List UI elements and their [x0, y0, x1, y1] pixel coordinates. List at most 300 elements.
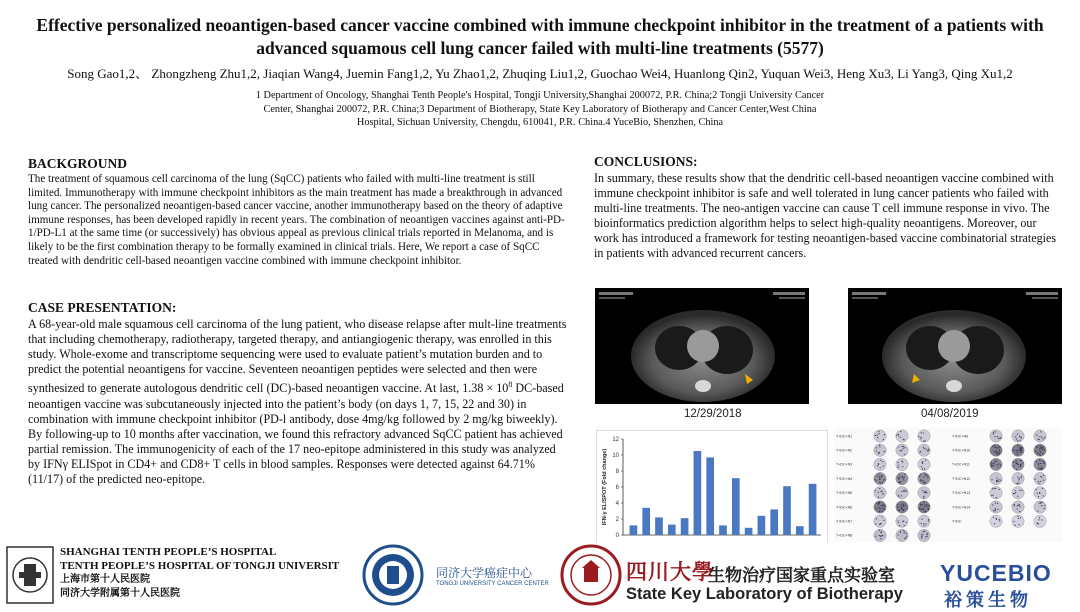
elispot-spot	[900, 437, 901, 438]
elispot-spot	[1017, 496, 1018, 497]
elispot-spot	[903, 478, 904, 479]
elispot-spot	[899, 474, 900, 475]
elispot-spot	[880, 532, 881, 533]
elispot-spot	[1043, 447, 1044, 448]
elispot-well	[1012, 487, 1024, 499]
elispot-spot	[876, 435, 877, 436]
elispot-well	[1012, 501, 1024, 513]
elispot-spot	[874, 479, 875, 480]
elispot-spot	[1016, 438, 1017, 439]
elispot-well	[896, 529, 908, 541]
elispot-well	[990, 444, 1002, 456]
bar	[630, 525, 638, 535]
elispot-spot	[995, 453, 996, 454]
elispot-spot	[994, 510, 995, 511]
elispot-spot	[998, 463, 999, 464]
conclusions-text: In summary, these results show that the dendritic cell-based neoantigen vaccine combined with immune checkpoint inhibitor is safe and well tolerated in lung cancer patients who failed with multi-line treatments. The neo-antigen vaccine can cause T cell immune response in vivo. The bioinformatics prediction algorithm helps to select high-quality neoantigens. Moreover, our work has introduced a framework for testing neoantigen-based vaccine combinatorial strategies in patients with advanced recurrent cancers.	[594, 171, 1057, 261]
elispot-spot	[993, 432, 994, 433]
elispot-spot	[903, 520, 904, 521]
elispot-spot	[881, 516, 882, 517]
elispot-spot	[991, 464, 992, 465]
elispot-spot	[1041, 469, 1042, 470]
elispot-spot	[1020, 517, 1021, 518]
y-tick-label: 4	[615, 501, 619, 507]
elispot-spot	[996, 450, 997, 451]
elispot-spot	[1042, 438, 1043, 439]
elispot-row-label: T+DC+N8	[836, 533, 853, 538]
elispot-spot	[902, 477, 903, 478]
elispot-spot	[991, 462, 992, 463]
elispot-spot	[880, 467, 881, 468]
elispot-spot	[875, 523, 876, 524]
elispot-spot	[922, 504, 923, 505]
elispot-spot	[1000, 437, 1001, 438]
elispot-spot	[897, 520, 898, 521]
elispot-spot	[899, 525, 900, 526]
biotherapy-lab-en: State Key Laboratory of Biotherapy	[626, 585, 903, 603]
elispot-spot	[882, 493, 883, 494]
elispot-spot	[921, 536, 922, 537]
elispot-spot	[884, 506, 885, 507]
elispot-spot	[902, 461, 903, 462]
elispot-spot	[876, 503, 877, 504]
elispot-spot	[924, 448, 925, 449]
elispot-spot	[904, 474, 905, 475]
elispot-spot	[992, 504, 993, 505]
elispot-spot	[922, 534, 923, 535]
elispot-spot	[1021, 476, 1022, 477]
elispot-spot	[1043, 453, 1044, 454]
elispot-spot	[875, 435, 876, 436]
elispot-spot	[881, 531, 882, 532]
elispot-spot	[923, 476, 924, 477]
elispot-spot	[919, 509, 920, 510]
elispot-spot	[1042, 502, 1043, 503]
elispot-spot	[879, 530, 880, 531]
elispot-spot	[1044, 463, 1045, 464]
elispot-spot	[1020, 460, 1021, 461]
elispot-spot	[898, 509, 899, 510]
conclusions-heading: CONCLUSIONS:	[594, 154, 698, 169]
elispot-spot	[1020, 464, 1021, 465]
elispot-spot	[1039, 445, 1040, 446]
elispot-spot	[1000, 465, 1001, 466]
elispot-spot	[921, 466, 922, 467]
elispot-spot	[898, 465, 899, 466]
elispot-spot	[881, 505, 882, 506]
elispot-spot	[994, 447, 995, 448]
elispot-bar-chart-svg	[597, 431, 827, 543]
elispot-wells	[834, 428, 1062, 544]
elispot-spot	[898, 477, 899, 478]
elispot-spot	[880, 523, 881, 524]
elispot-spot	[1041, 436, 1042, 437]
elispot-spot	[905, 538, 906, 539]
elispot-spot	[1019, 504, 1020, 505]
elispot-spot	[1021, 450, 1022, 451]
elispot-spot	[993, 463, 994, 464]
tongji-cancer-center	[436, 564, 549, 587]
elispot-spot	[1016, 469, 1017, 470]
elispot-spot	[1017, 450, 1018, 451]
elispot-spot	[921, 537, 922, 538]
elispot-spot	[926, 492, 927, 493]
elispot-spot	[1014, 525, 1015, 526]
bar	[706, 457, 714, 535]
elispot-spot	[998, 447, 999, 448]
elispot-spot	[878, 452, 879, 453]
elispot-spot	[1042, 449, 1043, 450]
elispot-spot	[1016, 463, 1017, 464]
elispot-spot	[1018, 518, 1019, 519]
elispot-spot	[1022, 463, 1023, 464]
elispot-spot	[1042, 468, 1043, 469]
elispot-spot	[1038, 483, 1039, 484]
elispot-bar-chart	[596, 430, 828, 544]
elispot-spot	[879, 445, 880, 446]
elispot-spot	[879, 488, 880, 489]
elispot-spot	[1038, 496, 1039, 497]
sichuan-university-seal-icon	[560, 544, 622, 606]
y-axis-label: IFN-γ ELISPOT (Fold change)	[602, 448, 608, 526]
elispot-spot	[997, 509, 998, 510]
elispot-spot	[920, 503, 921, 504]
elispot-spot	[1037, 493, 1038, 494]
elispot-spot	[920, 438, 921, 439]
bar	[796, 526, 804, 535]
author-list: Song Gao1,2、 Zhongzheng Zhu1,2, Jiaqian Wang4, Juemin Fang1,2, Yu Zhao1,2, Zhuqing Liu1,2, Guochao Wei4, Huanlong Qin2, Yuquan Wei3, Heng Xu3, Li Yang3, Qing Xu1,2	[67, 66, 1013, 81]
tenth-hospital-text	[60, 546, 339, 600]
elispot-spot	[878, 433, 879, 434]
elispot-spot	[1044, 450, 1045, 451]
elispot-spot	[1039, 436, 1040, 437]
elispot-spot	[904, 447, 905, 448]
elispot-spot	[922, 480, 923, 481]
elispot-spot	[994, 451, 995, 452]
elispot-spot	[997, 454, 998, 455]
elispot-spot	[884, 479, 885, 480]
elispot-well	[1034, 472, 1046, 484]
elispot-spot	[1017, 505, 1018, 506]
elispot-spot	[1019, 440, 1020, 441]
elispot-row-label: T+DC+N11	[952, 462, 970, 467]
elispot-spot	[1015, 490, 1016, 491]
tenth-hospital-logo-icon	[6, 546, 54, 604]
elispot-spot	[1014, 521, 1015, 522]
elispot-spot	[928, 449, 929, 450]
elispot-spot	[897, 504, 898, 505]
tongji-seal-icon	[360, 544, 426, 606]
elispot-spot	[882, 505, 883, 506]
chart-bars	[630, 451, 817, 535]
elispot-spot	[903, 503, 904, 504]
elispot-spot	[878, 497, 879, 498]
bar	[809, 484, 817, 535]
elispot-spot	[1019, 506, 1020, 507]
elispot-spot	[923, 496, 924, 497]
elispot-spot	[927, 534, 928, 535]
elispot-spot	[923, 441, 924, 442]
elispot-spot	[997, 448, 998, 449]
elispot-spot	[1019, 436, 1020, 437]
elispot-spot	[923, 497, 924, 498]
elispot-spot	[921, 509, 922, 510]
elispot-spot	[898, 494, 899, 495]
elispot-spot	[876, 508, 877, 509]
elispot-spot	[994, 462, 995, 463]
elispot-row-label: T+DC+N3	[836, 462, 853, 467]
elispot-spot	[880, 538, 881, 539]
elispot-spot	[924, 511, 925, 512]
elispot-spot	[904, 454, 905, 455]
elispot-spot	[898, 522, 899, 523]
elispot-spot	[877, 437, 878, 438]
elispot-spot	[922, 490, 923, 491]
hosp-en-line2: TENTH PEOPLE’S HOSPITAL OF TONGJI UNIVERSIT	[60, 559, 340, 572]
elispot-spot	[993, 510, 994, 511]
elispot-spot	[1016, 452, 1017, 453]
elispot-spot	[1043, 480, 1044, 481]
elispot-well	[990, 501, 1002, 513]
elispot-spot	[1038, 467, 1039, 468]
chart-axis-line	[623, 439, 821, 535]
elispot-spot	[1043, 461, 1044, 462]
elispot-spot	[900, 431, 901, 432]
elispot-spot	[928, 450, 929, 451]
elispot-spot	[883, 466, 884, 467]
elispot-well	[1012, 472, 1024, 484]
elispot-spot	[1036, 461, 1037, 462]
elispot-spot	[1017, 434, 1018, 435]
bar	[694, 451, 702, 535]
elispot-spot	[1040, 481, 1041, 482]
case-heading: CASE PRESENTATION:	[28, 300, 177, 315]
elispot-spot	[882, 511, 883, 512]
elispot-spot	[903, 530, 904, 531]
elispot-spot	[999, 520, 1000, 521]
elispot-spot	[1038, 481, 1039, 482]
elispot-spot	[927, 475, 928, 476]
elispot-spot	[899, 477, 900, 478]
elispot-spot	[1035, 451, 1036, 452]
elispot-spot	[990, 463, 991, 464]
elispot-spot	[903, 490, 904, 491]
elispot-row-label: T+DC+N2	[836, 448, 853, 453]
elispot-row-label: T+DC+N6	[836, 505, 853, 510]
elispot-spot	[900, 532, 901, 533]
elispot-spot	[882, 482, 883, 483]
elispot-spot	[899, 510, 900, 511]
elispot-well	[874, 444, 886, 456]
elispot-spot	[923, 523, 924, 524]
elispot-spot	[879, 502, 880, 503]
elispot-well	[896, 444, 908, 456]
elispot-spot	[924, 468, 925, 469]
bar	[719, 525, 727, 535]
elispot-spot	[996, 519, 997, 520]
elispot-spot	[883, 520, 884, 521]
elispot-spot	[884, 451, 885, 452]
elispot-well	[918, 472, 930, 484]
elispot-spot	[906, 491, 907, 492]
elispot-spot	[1041, 519, 1042, 520]
elispot-spot	[925, 524, 926, 525]
elispot-spot	[926, 533, 927, 534]
background-text: The treatment of squamous cell carcinoma of the lung (SqCC) patients who failed with multi-line treatment is still limited. Immunotherapy with immune checkpoint inhibitors as the main treatment has made a breakthrough in advanced lung cancer. The personalized neoantigen-based cancer vaccine, another immunotherapy based on the theory of adaptive immune responses, has been developed rapidly in recent years. The combination of neoantigen vaccines against anti-PD-1/PD-L1 at the same time (or successively) has obvious appeal as previous clinical trials reported in Melanoma, and is likely to be the first combination therapy to be formally examined in clinical trials. Here, We report a case of SqCC treated with dendritic cell-based neoantigen vaccine combined with immune checkpoint inhibitor.	[28, 173, 565, 267]
elispot-spot	[999, 450, 1000, 451]
elispot-spot	[996, 480, 997, 481]
elispot-spot	[1021, 451, 1022, 452]
elispot-spot	[1019, 450, 1020, 451]
elispot-spot	[997, 460, 998, 461]
bar	[681, 518, 689, 535]
elispot-spot	[925, 492, 926, 493]
elispot-spot	[1043, 495, 1044, 496]
elispot-spot	[1019, 452, 1020, 453]
elispot-spot	[1017, 445, 1018, 446]
elispot-spot	[898, 467, 899, 468]
elispot-spot	[1038, 439, 1039, 440]
elispot-spot	[906, 508, 907, 509]
elispot-spot	[922, 508, 923, 509]
elispot-spot	[998, 438, 999, 439]
elispot-spot	[1041, 448, 1042, 449]
elispot-wells-svg	[834, 428, 1062, 544]
elispot-spot	[991, 495, 992, 496]
elispot-spot	[1040, 463, 1041, 464]
elispot-spot	[876, 476, 877, 477]
elispot-spot	[902, 466, 903, 467]
elispot-spot	[903, 480, 904, 481]
elispot-spot	[1021, 477, 1022, 478]
elispot-spot	[996, 497, 997, 498]
elispot-spot	[998, 481, 999, 482]
elispot-spot	[1037, 510, 1038, 511]
elispot-spot	[924, 502, 925, 503]
elispot-spot	[902, 448, 903, 449]
elispot-spot	[1014, 450, 1015, 451]
elispot-spot	[879, 476, 880, 477]
elispot-spot	[922, 461, 923, 462]
elispot-well	[874, 458, 886, 470]
elispot-spot	[904, 505, 905, 506]
elispot-spot	[901, 504, 902, 505]
elispot-spot	[878, 431, 879, 432]
date-before: 12/29/2018	[684, 408, 742, 420]
elispot-spot	[1044, 508, 1045, 509]
elispot-spot	[999, 489, 1000, 490]
elispot-spot	[1014, 504, 1015, 505]
elispot-spot	[925, 459, 926, 460]
elispot-spot	[875, 490, 876, 491]
elispot-spot	[1038, 464, 1039, 465]
elispot-spot	[997, 467, 998, 468]
elispot-spot	[1039, 454, 1040, 455]
elispot-spot	[1036, 489, 1037, 490]
ct-scan-after	[848, 288, 1062, 404]
elispot-spot	[903, 532, 904, 533]
ct-scan-after-image	[848, 288, 1062, 404]
ct-scan-before-image	[595, 288, 809, 404]
elispot-spot	[903, 505, 904, 506]
elispot-spot	[898, 434, 899, 435]
elispot-spot	[1017, 454, 1018, 455]
elispot-spot	[992, 446, 993, 447]
elispot-spot	[898, 496, 899, 497]
elispot-spot	[923, 482, 924, 483]
elispot-spot	[900, 481, 901, 482]
elispot-spot	[995, 502, 996, 503]
elispot-spot	[1018, 479, 1019, 480]
elispot-spot	[1036, 435, 1037, 436]
elispot-spot	[879, 446, 880, 447]
elispot-spot	[904, 476, 905, 477]
elispot-spot	[928, 505, 929, 506]
elispot-spot	[1015, 436, 1016, 437]
elispot-spot	[1044, 505, 1045, 506]
elispot-spot	[898, 462, 899, 463]
elispot-spot	[924, 473, 925, 474]
elispot-spot	[1041, 466, 1042, 467]
y-tick-label: 10	[612, 453, 619, 459]
elispot-spot	[1043, 475, 1044, 476]
elispot-row-label: T+DC+N4	[836, 476, 853, 481]
elispot-spot	[898, 479, 899, 480]
elispot-spot	[1039, 460, 1040, 461]
elispot-row-label: T+DC+N10	[952, 448, 971, 453]
hosp-en-line1: SHANGHAI TENTH PEOPLE’S HOSPITAL	[60, 546, 277, 558]
elispot-well	[990, 458, 1002, 470]
hosp-cn-line1: 上海市第十人民医院	[60, 574, 150, 585]
elispot-spot	[995, 431, 996, 432]
elispot-spot	[884, 508, 885, 509]
elispot-well	[1034, 501, 1046, 513]
elispot-spot	[901, 495, 902, 496]
elispot-spot	[1016, 460, 1017, 461]
elispot-spot	[920, 505, 921, 506]
elispot-spot	[993, 433, 994, 434]
y-tick-label: 12	[612, 437, 619, 443]
ct-scan-before	[595, 288, 809, 404]
elispot-spot	[1039, 502, 1040, 503]
elispot-spot	[883, 480, 884, 481]
elispot-spot	[919, 507, 920, 508]
case-text-part1: A 68-year-old male squamous cell carcinoma of the lung patient, who disease relapse after mult-line treatments that including chemotherapy, radiotherapy, targeted therapy, and antiangiogenic therapy, was enrolled in this study. Whole-exome and transcriptome sequencing were used to evaluate patient’s mutation burden and to predict the potential neoantigens for vaccine. Seventeen neoantigen peptides were selected and then were synthesized to generate autologous dendritic cell (DC)-based neoantigen vaccine. At last, 1.38 × 10	[28, 317, 567, 396]
elispot-spot	[879, 511, 880, 512]
elispot-spot	[904, 531, 905, 532]
tongji-en: TONGJI UNIVERSITY CANCER CENTER	[436, 581, 549, 587]
elispot-spot	[1044, 437, 1045, 438]
elispot-spot	[918, 436, 919, 437]
elispot-spot	[1040, 502, 1041, 503]
elispot-well	[874, 529, 886, 541]
elispot-spot	[879, 481, 880, 482]
elispot-spot	[1000, 480, 1001, 481]
elispot-spot	[923, 531, 924, 532]
elispot-spot	[999, 446, 1000, 447]
y-tick-label: 8	[615, 469, 619, 475]
elispot-spot	[925, 536, 926, 537]
elispot-spot	[996, 518, 997, 519]
sichuan-university-cn: 四川大學	[626, 559, 714, 584]
elispot-row-label: T+DC+N12	[952, 476, 971, 481]
elispot-spot	[928, 519, 929, 520]
elispot-well	[1034, 515, 1046, 527]
elispot-spot	[926, 475, 927, 476]
elispot-spot	[925, 506, 926, 507]
elispot-spot	[919, 476, 920, 477]
elispot-spot	[927, 477, 928, 478]
